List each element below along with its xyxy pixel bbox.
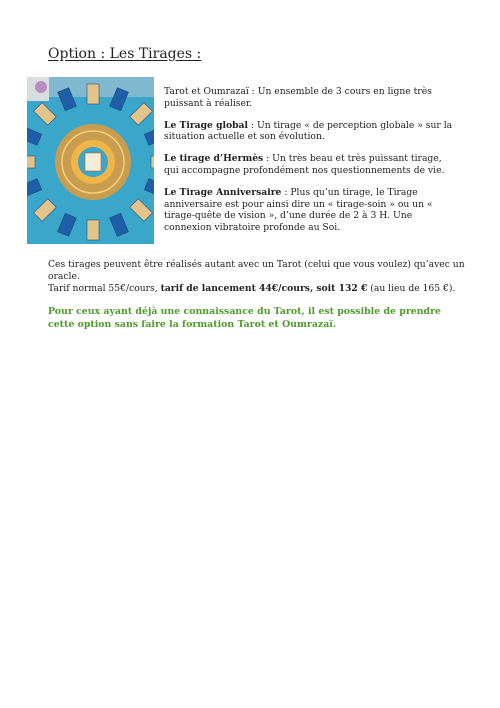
item-text: : Un tirage « de perception globale » sur la situation actuelle et son évolution. xyxy=(164,119,453,143)
pricing-line2 xyxy=(48,283,468,295)
pricing-suffix: (au lieu de 165 €). xyxy=(367,282,456,294)
tarot-card xyxy=(87,84,99,104)
pricing-normal: Tarif normal 55€/cours, xyxy=(48,282,161,294)
item-name: Le Tirage global xyxy=(164,119,249,131)
tarot-spread-photo xyxy=(27,77,154,244)
page-title: Option : Les Tirages : xyxy=(48,46,202,62)
pricing-launch: tarif de lancement 44€/cours, soit 132 € xyxy=(160,282,368,294)
item-name: Le Tirage Anniversaire xyxy=(164,186,282,198)
item-tirage-global xyxy=(164,120,454,144)
item-tirage-hermes xyxy=(164,153,454,177)
item-tirage-anniversaire xyxy=(164,187,454,234)
pricing-line1: Ces tirages peuvent être réalisés autant avec un Tarot (celui que vous voulez) qu’avec un oracle. xyxy=(48,259,465,282)
course-description xyxy=(164,86,454,244)
tarot-card xyxy=(27,156,35,168)
item-name: Le tirage d’Hermès xyxy=(164,153,264,165)
tarot-spread-illustration xyxy=(27,77,154,244)
note-green: Pour ceux ayant déjà une connaissance du Tarot, il est possible de prendre cette option sans faire la formation Tarot et Oumrazaï. xyxy=(48,306,441,330)
tarot-card xyxy=(87,220,99,240)
tarot-card xyxy=(151,156,154,168)
pricing-block xyxy=(48,259,468,294)
item-text: : Un très beau et très puissant tirage, qui accompagne profondément nos questionnements de vie. xyxy=(164,153,445,176)
item-text: : Plus qu’un tirage, le Tirage anniversaire est pour ainsi dire un « tirage-soin » ou un « tirage-quête de vision », d’une durée de 2 à 3 H. Une connexion vibratoire profonde au Soi. xyxy=(164,186,433,234)
intro-paragraph: Tarot et Oumrazaï : Un ensemble de 3 cours en ligne très puissant à réaliser. xyxy=(164,86,432,109)
